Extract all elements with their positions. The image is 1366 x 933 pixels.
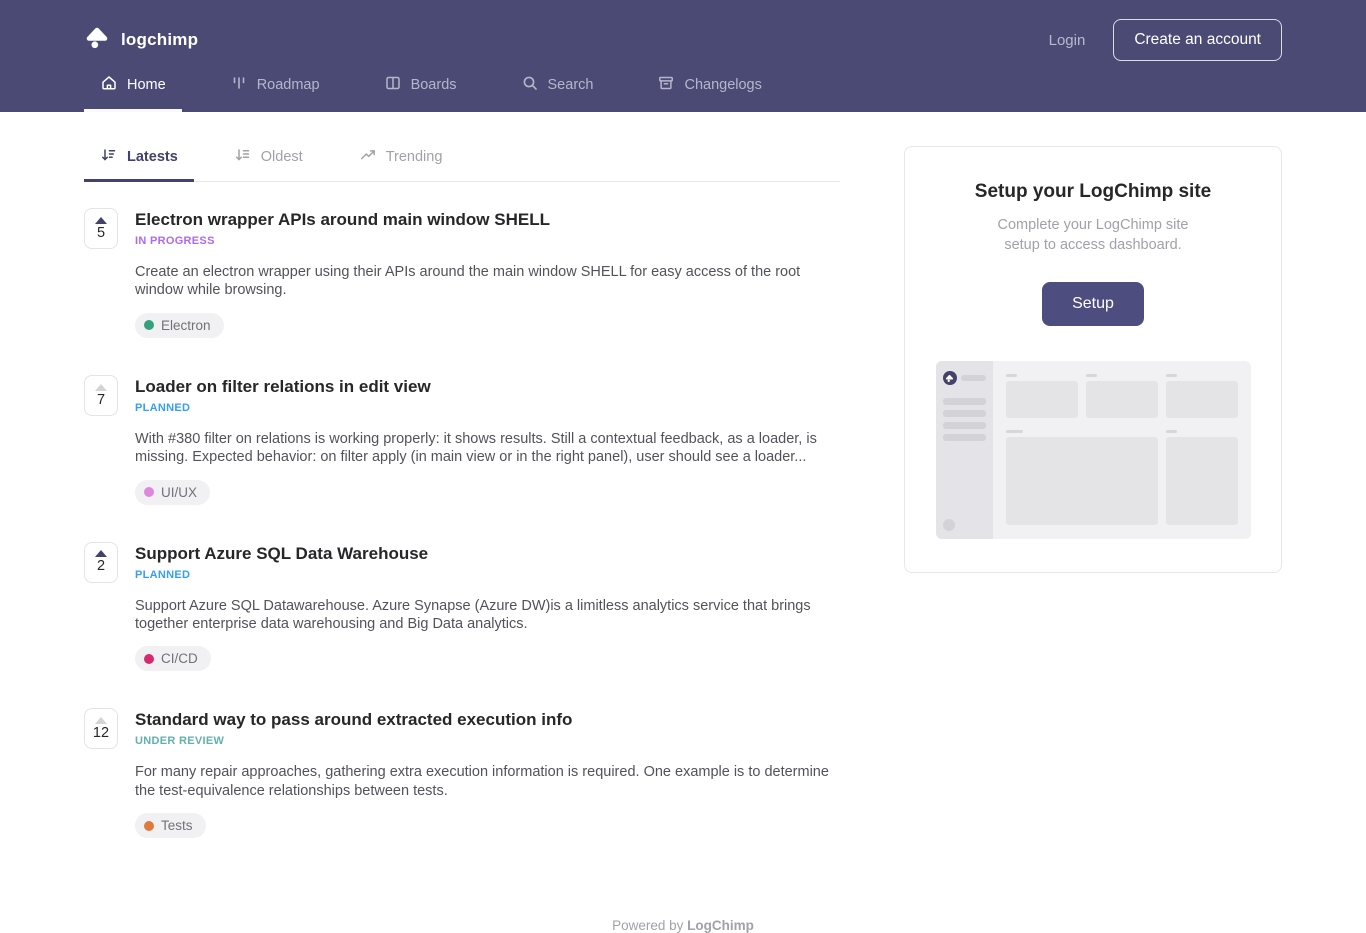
nav-label: Roadmap bbox=[256, 77, 320, 93]
logchimp-mini-logo-icon bbox=[943, 371, 957, 385]
nav-item-changelogs[interactable] bbox=[641, 74, 777, 112]
skeleton-bar bbox=[943, 410, 986, 417]
dashboard-preview-illustration bbox=[936, 361, 1251, 539]
tag-label: Tests bbox=[161, 818, 193, 834]
skeleton-bar bbox=[961, 375, 986, 381]
roadmap-icon bbox=[230, 74, 248, 96]
skeleton-card bbox=[1166, 381, 1238, 418]
skeleton-card bbox=[1006, 381, 1078, 418]
tab-latests[interactable] bbox=[84, 146, 194, 181]
logchimp-logo-icon bbox=[84, 25, 110, 56]
boards-icon bbox=[384, 74, 402, 96]
nav-item-home[interactable] bbox=[84, 74, 182, 112]
post-description: Create an electron wrapper using their APIs around the main window SHELL for easy access of the root window while browsing. bbox=[135, 264, 801, 299]
post-tag[interactable] bbox=[135, 313, 224, 338]
brand-logo-link[interactable] bbox=[84, 25, 198, 56]
skeleton-card bbox=[1166, 437, 1238, 525]
setup-button[interactable]: Setup bbox=[1042, 282, 1144, 326]
vote-button[interactable] bbox=[84, 208, 118, 249]
nav-item-search[interactable] bbox=[505, 74, 610, 112]
sort-tabs bbox=[84, 146, 840, 182]
post-title[interactable]: Electron wrapper APIs around main window SHELL bbox=[135, 210, 550, 229]
vote-count: 5 bbox=[96, 224, 106, 241]
trending-icon bbox=[359, 146, 377, 168]
post-status-badge: IN PROGRESS bbox=[135, 235, 215, 247]
changelogs-icon bbox=[657, 74, 675, 96]
skeleton-sidebar bbox=[936, 361, 993, 539]
vote-count: 2 bbox=[96, 558, 106, 575]
skeleton-main bbox=[993, 361, 1251, 539]
sort-oldest-icon bbox=[234, 146, 252, 168]
post-description: For many repair approaches, gathering extra execution information is required. One example is to determine the test-equivalence relationships between tests. bbox=[135, 764, 829, 799]
upvote-arrow-icon bbox=[95, 550, 107, 557]
tag-label: Electron bbox=[161, 317, 211, 333]
powered-by-text: Powered by bbox=[612, 918, 684, 933]
post-title[interactable]: Loader on filter relations in edit view bbox=[135, 376, 431, 396]
posts-feed bbox=[84, 146, 840, 875]
post-item bbox=[84, 542, 840, 672]
post-item bbox=[84, 208, 840, 338]
vote-button[interactable] bbox=[84, 542, 118, 583]
tag-color-dot bbox=[144, 821, 154, 831]
tag-color-dot bbox=[144, 487, 154, 497]
tag-color-dot bbox=[144, 654, 154, 664]
tag-label: UI/UX bbox=[161, 484, 198, 500]
post-tag[interactable] bbox=[135, 813, 206, 838]
nav-item-roadmap[interactable] bbox=[214, 74, 336, 112]
vote-button[interactable] bbox=[84, 375, 118, 416]
post-item bbox=[84, 375, 840, 505]
post-description: With #380 filter on relations is working properly: it shows results. Still a contextual feedback, as a loader, is missing. Expected behavior: on filter apply (in main view or in the right panel), user should see a loader... bbox=[135, 430, 817, 466]
footer-brand-link[interactable]: LogChimp bbox=[687, 918, 754, 933]
skeleton-bar bbox=[943, 434, 986, 441]
skeleton-card bbox=[1086, 381, 1158, 418]
tab-label: Trending bbox=[385, 149, 443, 165]
search-icon bbox=[521, 74, 539, 96]
footer bbox=[0, 918, 1366, 933]
nav-label: Home bbox=[127, 77, 166, 93]
upvote-arrow-icon bbox=[95, 717, 107, 724]
tab-label: Oldest bbox=[260, 149, 303, 165]
tab-trending[interactable] bbox=[343, 146, 459, 181]
post-tag[interactable] bbox=[135, 646, 211, 671]
nav-label: Changelogs bbox=[684, 77, 762, 93]
post-status-badge: UNDER REVIEW bbox=[135, 735, 225, 748]
main-content bbox=[0, 112, 1366, 875]
tag-label: CI/CD bbox=[161, 651, 198, 667]
post-item bbox=[84, 708, 840, 838]
setup-card-title: Setup your LogChimp site bbox=[974, 181, 1212, 202]
tab-oldest[interactable] bbox=[218, 146, 319, 181]
setup-card-subtitle: Complete your LogChimp site setup to access dashboard. bbox=[997, 217, 1189, 253]
tag-color-dot bbox=[144, 320, 154, 330]
nav-item-boards[interactable] bbox=[368, 74, 473, 112]
post-title[interactable]: Support Azure SQL Data Warehouse bbox=[135, 543, 429, 563]
post-status-badge: PLANNED bbox=[135, 568, 191, 581]
home-icon bbox=[100, 74, 118, 96]
create-account-button[interactable]: Create an account bbox=[1113, 19, 1282, 61]
sort-latest-icon bbox=[100, 146, 118, 168]
vote-button[interactable] bbox=[84, 708, 118, 749]
vote-count: 7 bbox=[96, 391, 106, 408]
setup-site-card bbox=[904, 146, 1282, 573]
nav-label: Search bbox=[547, 77, 594, 93]
vote-count: 12 bbox=[92, 725, 110, 742]
post-tag[interactable] bbox=[135, 480, 210, 505]
post-title[interactable]: Standard way to pass around extracted execution info bbox=[135, 710, 573, 730]
post-status-badge: PLANNED bbox=[135, 401, 191, 414]
upvote-arrow-icon bbox=[95, 384, 107, 391]
upvote-arrow-icon bbox=[95, 217, 107, 224]
skeleton-bar bbox=[943, 422, 986, 429]
nav-label: Boards bbox=[410, 77, 457, 93]
site-header bbox=[0, 0, 1366, 112]
brand-name: logchimp bbox=[121, 30, 199, 49]
skeleton-card bbox=[1006, 437, 1158, 525]
tab-label: Latests bbox=[127, 149, 178, 165]
login-link[interactable]: Login bbox=[1048, 31, 1086, 49]
skeleton-bar bbox=[943, 398, 986, 405]
post-description: Support Azure SQL Datawarehouse. Azure Synapse (Azure DW)is a limitless analytics service that brings together enterprise data warehousing and Big Data analytics. bbox=[135, 597, 811, 633]
skeleton-avatar bbox=[943, 519, 955, 531]
main-nav bbox=[84, 74, 1282, 112]
